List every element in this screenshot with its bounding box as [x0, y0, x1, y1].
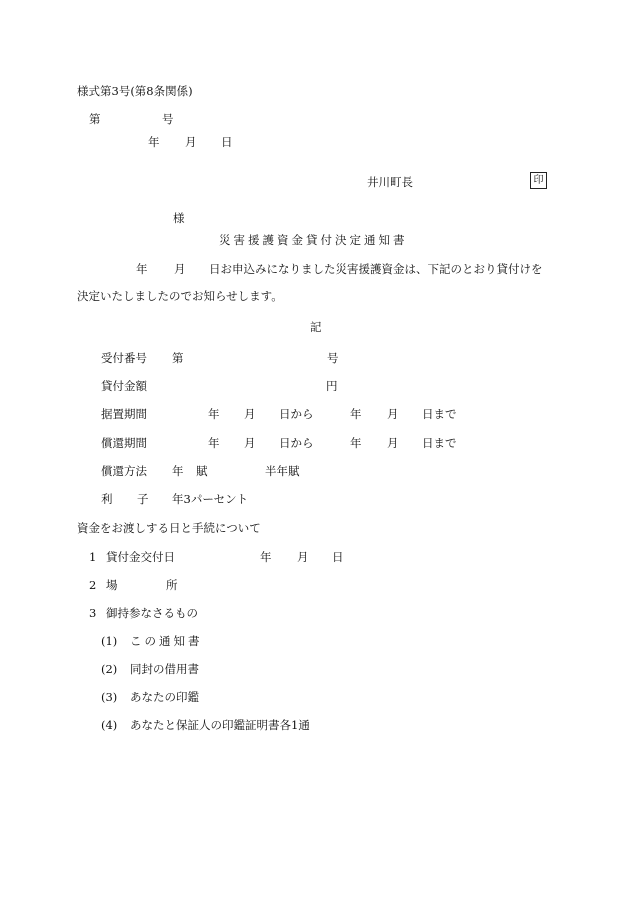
procedure-3-label: 御持参なさるもの [106, 606, 198, 620]
bring-item-text: この通知書 [130, 634, 203, 648]
shokan-kikan-year2: 年 [350, 436, 362, 450]
sueoki-year1: 年 [208, 407, 220, 421]
uketsuke-dai: 第 [172, 351, 184, 365]
date-day: 日 [221, 135, 233, 149]
body-month: 月 [174, 262, 186, 276]
procedure-3-num: 3 [89, 606, 97, 620]
procedure-2-num: 2 [89, 578, 97, 592]
shokan-hoho-label: 償還方法 [101, 464, 147, 478]
bring-item-text: 同封の借用書 [130, 662, 199, 676]
shokan-kikan-month1: 月 [244, 436, 256, 450]
sueoki-month2: 月 [387, 407, 399, 421]
number-dai: 第 [89, 112, 101, 126]
procedure-1-month: 月 [297, 550, 309, 564]
shokan-hoho-option1-b: 賦 [196, 464, 208, 478]
issuer: 井川町長 [367, 175, 413, 189]
addressee-suffix: 様 [173, 211, 185, 225]
uketsuke-go: 号 [327, 351, 339, 365]
procedure-1-day: 日 [332, 550, 344, 564]
rishi-label-b: 子 [137, 492, 149, 506]
procedure-2-label-b: 所 [166, 578, 178, 592]
uketsuke-label: 受付番号 [101, 351, 147, 365]
section-heading: 資金をお渡しする日と手続について [77, 521, 261, 535]
bring-item-text: あなたの印鑑 [130, 690, 199, 704]
sueoki-until: 日まで [422, 407, 457, 421]
shokan-kikan-year1: 年 [208, 436, 220, 450]
body-year: 年 [136, 262, 148, 276]
procedure-1-label: 貸付金交付日 [106, 550, 175, 564]
bring-item-num: (1) [101, 634, 118, 648]
rishi-value: 年3パーセント [172, 492, 249, 506]
seal-box: 印 [530, 172, 547, 189]
sueoki-from: 日から [279, 407, 314, 421]
procedure-2-label-a: 場 [106, 578, 118, 592]
document-title: 災害援護資金貸付決定通知書 [219, 233, 408, 247]
kingaku-unit: 円 [326, 379, 338, 393]
procedure-1-num: 1 [89, 550, 97, 564]
date-year: 年 [148, 135, 160, 149]
bring-item-num: (3) [101, 690, 118, 704]
shokan-kikan-month2: 月 [387, 436, 399, 450]
shokan-hoho-option1-a: 年 [172, 464, 184, 478]
sueoki-month1: 月 [244, 407, 256, 421]
sueoki-year2: 年 [350, 407, 362, 421]
shokan-kikan-label: 償還期間 [101, 436, 147, 450]
bring-item-num: (2) [101, 662, 118, 676]
shokan-hoho-option2: 半年賦 [265, 464, 300, 478]
sueoki-label: 据置期間 [101, 407, 147, 421]
date-month: 月 [185, 135, 197, 149]
procedure-1-year: 年 [260, 550, 272, 564]
shokan-kikan-from: 日から [279, 436, 314, 450]
rishi-label-a: 利 [101, 492, 113, 506]
body-line2: 決定いたしましたのでお知らせします。 [77, 289, 283, 303]
bring-item-num: (4) [101, 718, 118, 732]
shokan-kikan-until: 日まで [422, 436, 457, 450]
bring-item-text: あなたと保証人の印鑑証明書各1通 [130, 718, 310, 732]
ki-heading: 記 [310, 320, 322, 334]
number-go: 号 [162, 112, 174, 126]
kingaku-label: 貸付金額 [101, 379, 147, 393]
body-line1: 日お申込みになりました災害援護資金は、下記のとおり貸付けを [209, 262, 543, 276]
form-id: 様式第3号(第8条関係) [77, 84, 193, 98]
